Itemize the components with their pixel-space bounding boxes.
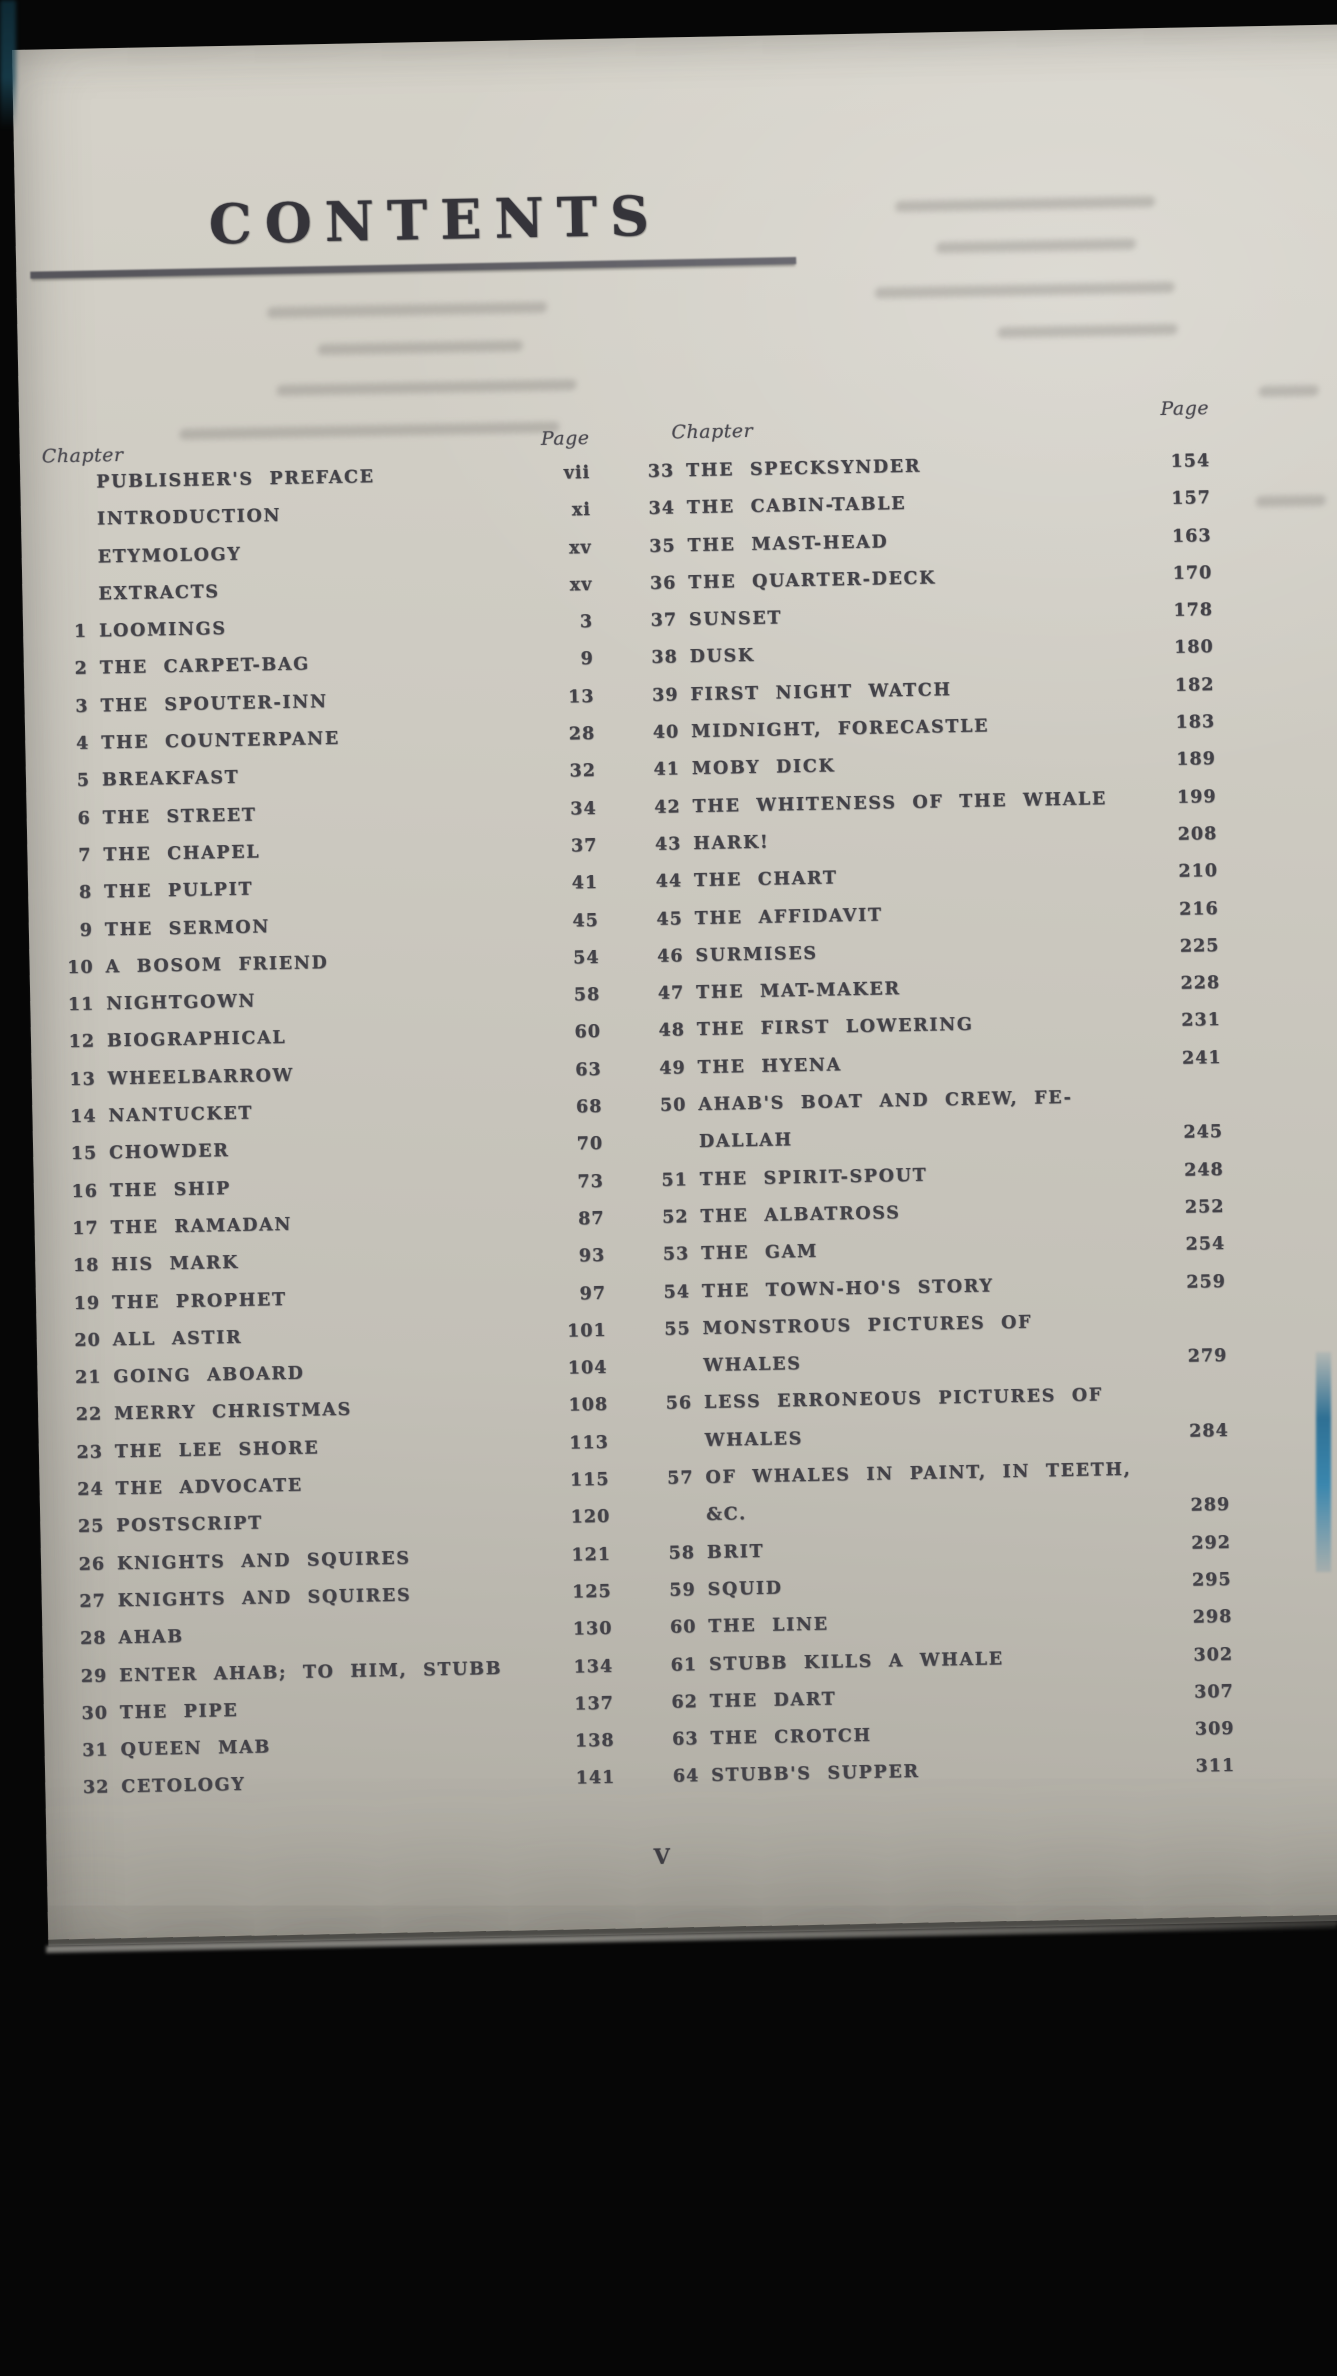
chapter-title: ENTER AHAB; TO HIM, STUBB bbox=[119, 1658, 503, 1686]
chapter-number: 37 bbox=[650, 610, 678, 632]
chapter-page: 37 bbox=[570, 835, 598, 857]
chapter-page: 60 bbox=[574, 1022, 602, 1043]
chapter-number: 26 bbox=[78, 1554, 106, 1575]
chapter-number: 54 bbox=[663, 1281, 691, 1303]
chapter-number: 36 bbox=[649, 573, 677, 594]
chapter-number: 32 bbox=[82, 1777, 110, 1799]
chapter-title: LESS ERRONEOUS PICTURES OF bbox=[703, 1385, 1104, 1414]
chapter-page: 208 bbox=[1177, 823, 1218, 845]
chapter-number: 1 bbox=[73, 621, 88, 643]
chapter-title: OF WHALES IN PAINT, IN TEETH, bbox=[705, 1459, 1132, 1488]
chapter-number: 35 bbox=[649, 535, 676, 557]
chapter-title: THE SHIP bbox=[109, 1178, 232, 1201]
showthrough-mark bbox=[997, 324, 1178, 338]
chapter-page: 130 bbox=[572, 1618, 613, 1640]
chapter-title: THE CARPET-BAG bbox=[99, 654, 311, 679]
chapter-page: xv bbox=[568, 537, 592, 558]
chapter-title: HARK! bbox=[693, 832, 770, 855]
chapter-title: MERRY CHRISTMAS bbox=[114, 1400, 353, 1425]
chapter-title: THE QUARTER-DECK bbox=[688, 568, 937, 594]
chapter-title: MIDNIGHT, FORECASTLE bbox=[691, 716, 990, 743]
chapter-title: THE PROPHET bbox=[111, 1289, 287, 1313]
chapter-number: 15 bbox=[70, 1143, 98, 1165]
chapter-title: CHOWDER bbox=[109, 1141, 230, 1164]
chapter-title: THE MAT-MAKER bbox=[696, 979, 901, 1004]
chapter-page: 254 bbox=[1185, 1234, 1226, 1255]
chapter-title: AHAB bbox=[118, 1627, 184, 1649]
chapter-number: 6 bbox=[77, 808, 91, 829]
chapter-page: vii bbox=[563, 462, 591, 484]
chapter-title: MONSTROUS PICTURES OF bbox=[702, 1312, 1033, 1339]
chapter-page: 279 bbox=[1187, 1346, 1228, 1367]
page-title: CONTENTS bbox=[208, 183, 663, 257]
chapter-number: 7 bbox=[78, 845, 92, 866]
chapter-title: THE SPOUTER-INN bbox=[100, 691, 328, 717]
chapter-page: 210 bbox=[1178, 861, 1219, 883]
toc-right-column bbox=[630, 451, 1236, 1805]
chapter-title: LOOMINGS bbox=[98, 619, 227, 642]
chapter-number: 53 bbox=[662, 1244, 690, 1265]
chapter-page: 134 bbox=[573, 1656, 614, 1678]
chapter-number: 59 bbox=[669, 1580, 696, 1601]
chapter-page: 245 bbox=[1183, 1122, 1224, 1144]
chapter-page: 45 bbox=[572, 910, 600, 931]
chapter-title: THE SPECKSYNDER bbox=[686, 456, 922, 482]
chapter-page: 70 bbox=[576, 1134, 604, 1155]
chapter-number: 39 bbox=[651, 685, 679, 706]
left-page-header: Page bbox=[540, 426, 590, 450]
chapter-number bbox=[650, 1520, 694, 1521]
showthrough-mark bbox=[875, 282, 1176, 299]
chapter-page: 63 bbox=[575, 1059, 602, 1081]
right-chapter-header: Chapter bbox=[671, 419, 754, 444]
chapter-number bbox=[39, 525, 85, 526]
chapter-number: 43 bbox=[654, 834, 682, 855]
chapter-page: 228 bbox=[1180, 973, 1221, 994]
chapter-title: WHALES bbox=[704, 1428, 804, 1451]
chapter-number bbox=[40, 562, 86, 563]
chapter-number: 44 bbox=[655, 871, 683, 893]
showthrough-mark bbox=[267, 302, 548, 318]
chapter-title: SQUID bbox=[707, 1578, 783, 1600]
chapter-page: xv bbox=[569, 574, 593, 596]
book-cover-edge-right bbox=[1316, 1352, 1331, 1572]
chapter-number: 52 bbox=[661, 1207, 689, 1228]
chapter-title: STUBB'S SUPPER bbox=[711, 1762, 920, 1787]
chapter-number: 11 bbox=[67, 994, 95, 1016]
chapter-title: THE ADVOCATE bbox=[115, 1475, 304, 1500]
book-cover-edge-topleft bbox=[0, 0, 16, 130]
chapter-number: 31 bbox=[82, 1740, 109, 1762]
chapter-number bbox=[38, 488, 84, 489]
chapter-number: 63 bbox=[672, 1729, 699, 1750]
chapter-page bbox=[1164, 1398, 1228, 1399]
chapter-number: 14 bbox=[69, 1106, 97, 1128]
chapter-number: 9 bbox=[79, 920, 94, 941]
chapter-title: THE SERMON bbox=[104, 916, 271, 940]
chapter-page: 183 bbox=[1175, 712, 1216, 733]
chapter-title: WHEELBARROW bbox=[107, 1065, 295, 1090]
chapter-number: 41 bbox=[653, 759, 681, 781]
chapter-title: THE MAST-HEAD bbox=[687, 531, 889, 556]
folio-number: V bbox=[653, 1843, 671, 1870]
chapter-number bbox=[643, 1148, 687, 1149]
chapter-title: ALL ASTIR bbox=[112, 1327, 243, 1351]
chapter-number: 20 bbox=[74, 1330, 101, 1351]
chapter-title: AHAB'S BOAT AND CREW, FE- bbox=[698, 1087, 1073, 1116]
chapter-title: THE CROTCH bbox=[710, 1725, 872, 1749]
chapter-page: 138 bbox=[574, 1730, 615, 1752]
chapter-number: 30 bbox=[81, 1703, 109, 1724]
chapter-title: BREAKFAST bbox=[101, 768, 240, 791]
chapter-page: 295 bbox=[1191, 1569, 1232, 1591]
chapter-page: 58 bbox=[573, 985, 601, 1006]
chapter-page: 13 bbox=[567, 686, 595, 708]
chapter-title: THE COUNTERPANE bbox=[101, 728, 341, 754]
chapter-title: THE WHITENESS OF THE WHALE bbox=[692, 788, 1108, 817]
chapter-number: 4 bbox=[75, 733, 90, 754]
chapter-number: 48 bbox=[658, 1020, 686, 1042]
toc-left-column bbox=[38, 463, 616, 1816]
chapter-page: 189 bbox=[1176, 749, 1217, 771]
chapter-title: THE AFFIDAVIT bbox=[694, 905, 883, 929]
chapter-number: 23 bbox=[76, 1442, 104, 1463]
chapter-number: 34 bbox=[648, 498, 676, 520]
chapter-page: 178 bbox=[1173, 600, 1214, 621]
chapter-number: 12 bbox=[68, 1032, 96, 1053]
chapter-number: 22 bbox=[75, 1404, 103, 1426]
chapter-page: 101 bbox=[566, 1320, 607, 1342]
chapter-title: SURMISES bbox=[695, 943, 818, 966]
chapter-title: THE CHART bbox=[693, 868, 838, 892]
chapter-page: 307 bbox=[1194, 1681, 1234, 1703]
chapter-title: THE CHAPEL bbox=[103, 842, 261, 866]
chapter-title: THE SPIRIT-SPOUT bbox=[699, 1165, 928, 1190]
chapter-number: 18 bbox=[72, 1255, 100, 1277]
chapter-title: NANTUCKET bbox=[108, 1103, 254, 1127]
chapter-title: BRIT bbox=[706, 1541, 765, 1563]
chapter-number: 10 bbox=[67, 957, 94, 978]
chapter-number bbox=[649, 1446, 693, 1447]
chapter-number: 28 bbox=[79, 1628, 107, 1650]
chapter-title: &C. bbox=[706, 1504, 748, 1526]
showthrough-mark bbox=[1259, 385, 1320, 397]
chapter-number: 56 bbox=[665, 1393, 693, 1415]
chapter-title: DALLAH bbox=[698, 1130, 793, 1153]
chapter-number: 49 bbox=[659, 1058, 686, 1079]
chapter-page: 87 bbox=[578, 1208, 605, 1230]
chapter-page: 113 bbox=[569, 1432, 610, 1454]
chapter-number: 19 bbox=[73, 1293, 101, 1314]
chapter-page: 115 bbox=[569, 1469, 610, 1491]
chapter-number: 45 bbox=[656, 908, 683, 930]
chapter-title: ETYMOLOGY bbox=[97, 544, 242, 568]
chapter-title: THE ALBATROSS bbox=[700, 1203, 901, 1227]
chapter-title: THE PULPIT bbox=[104, 879, 254, 903]
chapter-page: 97 bbox=[579, 1283, 607, 1304]
chapter-number bbox=[647, 1371, 691, 1372]
chapter-title: QUEEN MAB bbox=[120, 1737, 272, 1761]
chapter-page: 28 bbox=[568, 724, 596, 745]
showthrough-mark bbox=[1256, 495, 1327, 507]
chapter-page: 163 bbox=[1171, 525, 1212, 547]
chapter-title: THE DART bbox=[709, 1689, 837, 1712]
chapter-page: 104 bbox=[567, 1357, 608, 1379]
chapter-title: KNIGHTS AND SQUIRES bbox=[117, 1585, 412, 1612]
chapter-page bbox=[1163, 1324, 1227, 1325]
chapter-title: STUBB KILLS A WHALE bbox=[708, 1648, 1004, 1675]
showthrough-mark bbox=[895, 196, 1156, 212]
chapter-page: 170 bbox=[1172, 562, 1213, 584]
chapter-page bbox=[1158, 1100, 1222, 1101]
chapter-number: 47 bbox=[657, 983, 685, 1004]
chapter-page: 180 bbox=[1173, 637, 1214, 659]
chapter-number: 38 bbox=[651, 647, 678, 669]
chapter-page: 259 bbox=[1186, 1271, 1227, 1293]
chapter-page: 216 bbox=[1178, 898, 1219, 920]
chapter-title: WHALES bbox=[703, 1354, 802, 1377]
chapter-page: 231 bbox=[1181, 1010, 1222, 1032]
chapter-page: 252 bbox=[1184, 1196, 1225, 1218]
chapter-page: 302 bbox=[1193, 1644, 1234, 1666]
chapter-page: 311 bbox=[1195, 1756, 1236, 1777]
chapter-title: CETOLOGY bbox=[121, 1775, 246, 1798]
chapter-number: 25 bbox=[77, 1516, 105, 1538]
chapter-page: 137 bbox=[574, 1693, 615, 1715]
chapter-title: NIGHTGOWN bbox=[106, 991, 257, 1015]
chapter-title: THE FIRST LOWERING bbox=[696, 1015, 974, 1041]
chapter-title: THE LEE SHORE bbox=[114, 1438, 320, 1462]
chapter-page: 41 bbox=[571, 873, 599, 894]
chapter-title: THE STREET bbox=[102, 805, 257, 829]
chapter-number: 17 bbox=[72, 1218, 99, 1239]
chapter-page: 292 bbox=[1191, 1532, 1232, 1554]
chapter-title: SUNSET bbox=[688, 608, 783, 631]
chapter-number: 3 bbox=[75, 696, 89, 717]
chapter-title: POSTSCRIPT bbox=[116, 1513, 264, 1537]
chapter-page: 225 bbox=[1179, 935, 1220, 957]
chapter-page: 154 bbox=[1170, 451, 1211, 472]
chapter-number: 60 bbox=[669, 1617, 697, 1638]
chapter-title: THE HYENA bbox=[697, 1055, 843, 1078]
chapter-number bbox=[41, 600, 87, 601]
chapter-number: 2 bbox=[74, 659, 89, 680]
chapter-title: EXTRACTS bbox=[98, 582, 220, 605]
chapter-title: THE GAM bbox=[701, 1241, 819, 1265]
chapter-page: 309 bbox=[1194, 1718, 1235, 1740]
chapter-page: 248 bbox=[1184, 1159, 1224, 1181]
chapter-title: THE RAMADAN bbox=[110, 1214, 293, 1239]
chapter-title: THE CABIN-TABLE bbox=[686, 494, 907, 519]
chapter-page: 73 bbox=[577, 1171, 605, 1192]
chapter-page: 157 bbox=[1171, 488, 1212, 510]
chapter-number: 57 bbox=[666, 1468, 694, 1489]
chapter-page: 32 bbox=[569, 761, 597, 782]
chapter-title: THE LINE bbox=[708, 1614, 829, 1638]
chapter-title: HIS MARK bbox=[111, 1253, 240, 1276]
chapter-number: 29 bbox=[80, 1665, 108, 1687]
book-page bbox=[12, 22, 1337, 1940]
chapter-number: 50 bbox=[659, 1095, 687, 1116]
chapter-number: 33 bbox=[647, 461, 675, 482]
chapter-page: 298 bbox=[1192, 1607, 1233, 1628]
chapter-page: 199 bbox=[1176, 786, 1217, 808]
chapter-number: 24 bbox=[77, 1479, 104, 1501]
showthrough-mark bbox=[318, 340, 524, 355]
chapter-page: 54 bbox=[572, 947, 600, 969]
chapter-number: 13 bbox=[69, 1069, 96, 1090]
chapter-page: 34 bbox=[570, 798, 597, 820]
chapter-page: 93 bbox=[578, 1246, 606, 1267]
right-page-header: Page bbox=[1160, 397, 1210, 421]
chapter-number: 55 bbox=[664, 1319, 691, 1340]
chapter-number: 51 bbox=[661, 1169, 689, 1191]
chapter-number: 8 bbox=[78, 882, 93, 904]
chapter-number: 21 bbox=[74, 1367, 102, 1389]
chapter-title: THE PIPE bbox=[119, 1700, 239, 1724]
chapter-page: 125 bbox=[571, 1581, 612, 1603]
chapter-number: 46 bbox=[656, 946, 684, 967]
chapter-title: GOING ABOARD bbox=[113, 1363, 305, 1388]
chapter-page: 68 bbox=[575, 1096, 603, 1118]
chapter-page: 120 bbox=[570, 1507, 611, 1528]
chapter-page: 141 bbox=[575, 1768, 616, 1789]
chapter-number: 42 bbox=[654, 796, 681, 818]
chapter-title: FIRST NIGHT WATCH bbox=[690, 679, 952, 705]
chapter-page: xi bbox=[571, 500, 592, 521]
chapter-number: 27 bbox=[79, 1591, 106, 1612]
chapter-title: MOBY DICK bbox=[691, 756, 836, 780]
chapter-page: 3 bbox=[579, 612, 594, 633]
chapter-title: A BOSOM FRIEND bbox=[105, 952, 329, 978]
chapter-page: 182 bbox=[1174, 674, 1215, 696]
chapter-title: INTRODUCTION bbox=[96, 506, 282, 530]
chapter-page: 241 bbox=[1181, 1047, 1222, 1069]
left-chapter-header: Chapter bbox=[41, 443, 124, 468]
chapter-number: 62 bbox=[671, 1691, 699, 1713]
chapter-page: 121 bbox=[571, 1544, 612, 1566]
chapter-title: THE TOWN-HO'S STORY bbox=[701, 1275, 994, 1302]
chapter-number: 61 bbox=[670, 1654, 698, 1676]
chapter-page: 108 bbox=[568, 1395, 609, 1416]
showthrough-mark bbox=[276, 379, 577, 396]
showthrough-mark bbox=[936, 238, 1137, 253]
chapter-number: 58 bbox=[668, 1542, 696, 1564]
chapter-page bbox=[1166, 1473, 1230, 1474]
chapter-title: PUBLISHER'S PREFACE bbox=[96, 467, 375, 493]
chapter-title: DUSK bbox=[689, 646, 756, 668]
chapter-title: KNIGHTS AND SQUIRES bbox=[116, 1548, 411, 1574]
chapter-number: 40 bbox=[652, 722, 680, 743]
chapter-page: 289 bbox=[1190, 1495, 1231, 1516]
chapter-number: 5 bbox=[76, 771, 91, 792]
chapter-number: 16 bbox=[71, 1181, 99, 1202]
chapter-page: 284 bbox=[1189, 1420, 1229, 1442]
chapter-number: 64 bbox=[672, 1766, 700, 1788]
chapter-title: BIOGRAPHICAL bbox=[106, 1028, 287, 1052]
title-rule bbox=[30, 257, 796, 279]
chapter-page: 9 bbox=[580, 649, 594, 670]
